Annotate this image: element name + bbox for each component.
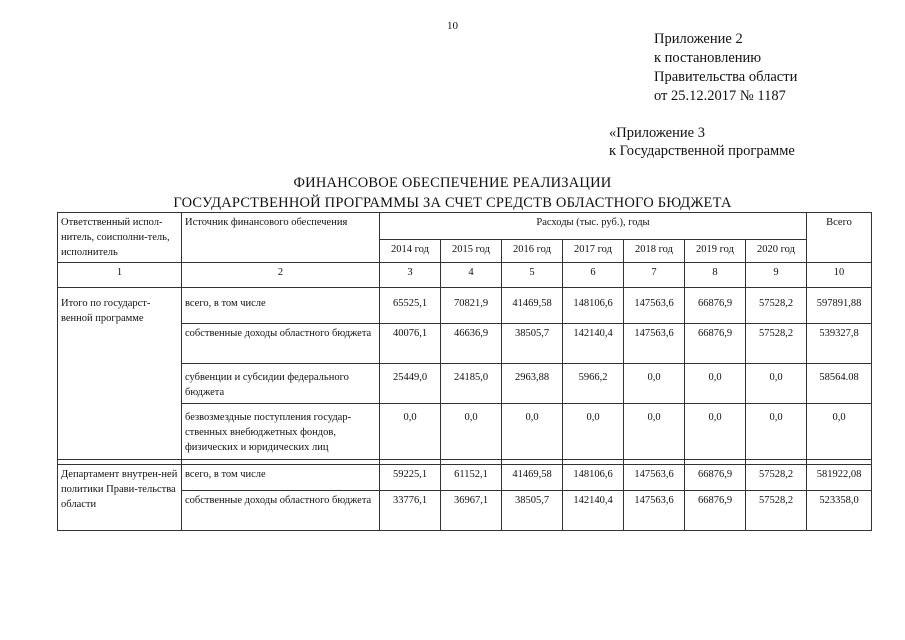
- source-cell: субвенции и субсидии федерального бюджета: [182, 364, 380, 404]
- source-cell: всего, в том числе: [182, 465, 380, 491]
- executor-cell: Департамент внутрен-ней политики Прави-тельства области: [58, 465, 182, 531]
- value-cell: 65525,1: [380, 288, 441, 324]
- value-cell: 61152,1: [441, 465, 502, 491]
- column-index: 9: [746, 263, 807, 288]
- total-cell: 58564.08: [807, 364, 872, 404]
- value-cell: 46636,9: [441, 324, 502, 364]
- value-cell: 36967,1: [441, 491, 502, 531]
- value-cell: 142140,4: [563, 324, 624, 364]
- source-cell: всего, в том числе: [182, 288, 380, 324]
- value-cell: 0,0: [685, 364, 746, 404]
- table-row: [58, 288, 872, 324]
- value-cell: 0,0: [746, 404, 807, 460]
- year-header: 2020 год: [746, 240, 807, 263]
- value-cell: 148106,6: [563, 288, 624, 324]
- column-index: 7: [624, 263, 685, 288]
- column-index: 3: [380, 263, 441, 288]
- column-index: 4: [441, 263, 502, 288]
- appendix-line: Правительства области: [654, 69, 798, 85]
- source-cell: собственные доходы областного бюджета: [182, 491, 380, 531]
- value-cell: 70821,9: [441, 288, 502, 324]
- value-cell: 38505,7: [502, 324, 563, 364]
- value-cell: 25449,0: [380, 364, 441, 404]
- value-cell: 0,0: [563, 404, 624, 460]
- source-cell: безвозмездные поступления государ-ственных внебюджетных фондов, физических и юридических лиц: [182, 404, 380, 460]
- value-cell: 0,0: [685, 404, 746, 460]
- financing-table: [57, 212, 872, 531]
- year-header: 2019 год: [685, 240, 746, 263]
- column-index: 2: [182, 263, 380, 288]
- value-cell: 0,0: [380, 404, 441, 460]
- column-index: 1: [58, 263, 182, 288]
- value-cell: 66876,9: [685, 465, 746, 491]
- value-cell: 66876,9: [685, 288, 746, 324]
- executor-cell: Итого по государст-венной программе: [58, 288, 182, 460]
- total-cell: 581922,08: [807, 465, 872, 491]
- column-index: 6: [563, 263, 624, 288]
- value-cell: 33776,1: [380, 491, 441, 531]
- total-header: Всего: [807, 213, 872, 263]
- expenses-header: Расходы (тыс. руб.), годы: [380, 213, 807, 240]
- year-header: 2016 год: [502, 240, 563, 263]
- value-cell: 147563,6: [624, 324, 685, 364]
- year-header: 2015 год: [441, 240, 502, 263]
- value-cell: 57528,2: [746, 465, 807, 491]
- table-row: [58, 465, 872, 491]
- value-cell: 147563,6: [624, 465, 685, 491]
- year-header: 2014 год: [380, 240, 441, 263]
- column-index: 8: [685, 263, 746, 288]
- column-index: 5: [502, 263, 563, 288]
- year-header: 2017 год: [563, 240, 624, 263]
- appendix-line: «Приложение 3: [609, 125, 705, 141]
- appendix-block: [654, 30, 797, 106]
- year-header: 2018 год: [624, 240, 685, 263]
- value-cell: 147563,6: [624, 491, 685, 531]
- value-cell: 40076,1: [380, 324, 441, 364]
- value-cell: 148106,6: [563, 465, 624, 491]
- column-index: 10: [807, 263, 872, 288]
- total-cell: 0,0: [807, 404, 872, 460]
- value-cell: 57528,2: [746, 491, 807, 531]
- value-cell: 66876,9: [685, 324, 746, 364]
- value-cell: 147563,6: [624, 288, 685, 324]
- appendix-line: Приложение 2: [654, 31, 743, 47]
- appendix-line: к постановлению: [654, 50, 762, 66]
- value-cell: 59225,1: [380, 465, 441, 491]
- value-cell: 41469,58: [502, 465, 563, 491]
- appendix-line: к Государственной программе: [609, 143, 795, 159]
- page-number: 10: [447, 20, 458, 32]
- total-cell: 539327,8: [807, 324, 872, 364]
- document-title: [0, 173, 905, 213]
- title-line: ГОСУДАРСТВЕННОЙ ПРОГРАММЫ ЗА СЧЕТ СРЕДСТВ ОБЛАСТНОГО БЮДЖЕТА: [173, 195, 732, 211]
- value-cell: 0,0: [624, 404, 685, 460]
- source-header: Источник финансового обеспечения: [182, 213, 380, 263]
- executor-header: Ответственный испол-нитель, соисполни-тель, исполнитель: [58, 213, 182, 263]
- value-cell: 41469,58: [502, 288, 563, 324]
- value-cell: 66876,9: [685, 491, 746, 531]
- appendix-line: от 25.12.2017 № 1187: [654, 88, 786, 104]
- value-cell: 0,0: [502, 404, 563, 460]
- value-cell: 38505,7: [502, 491, 563, 531]
- value-cell: 57528,2: [746, 288, 807, 324]
- total-cell: 523358,0: [807, 491, 872, 531]
- value-cell: 142140,4: [563, 491, 624, 531]
- total-cell: 597891,88: [807, 288, 872, 324]
- index-row: [58, 263, 872, 288]
- value-cell: 0,0: [441, 404, 502, 460]
- appendix-block-2: [609, 124, 795, 160]
- value-cell: 24185,0: [441, 364, 502, 404]
- value-cell: 57528,2: [746, 324, 807, 364]
- value-cell: 0,0: [746, 364, 807, 404]
- title-line: ФИНАНСОВОЕ ОБЕСПЕЧЕНИЕ РЕАЛИЗАЦИИ: [293, 175, 612, 191]
- value-cell: 0,0: [624, 364, 685, 404]
- source-cell: собственные доходы областного бюджета: [182, 324, 380, 364]
- value-cell: 2963,88: [502, 364, 563, 404]
- value-cell: 5966,2: [563, 364, 624, 404]
- header-row: [58, 213, 872, 240]
